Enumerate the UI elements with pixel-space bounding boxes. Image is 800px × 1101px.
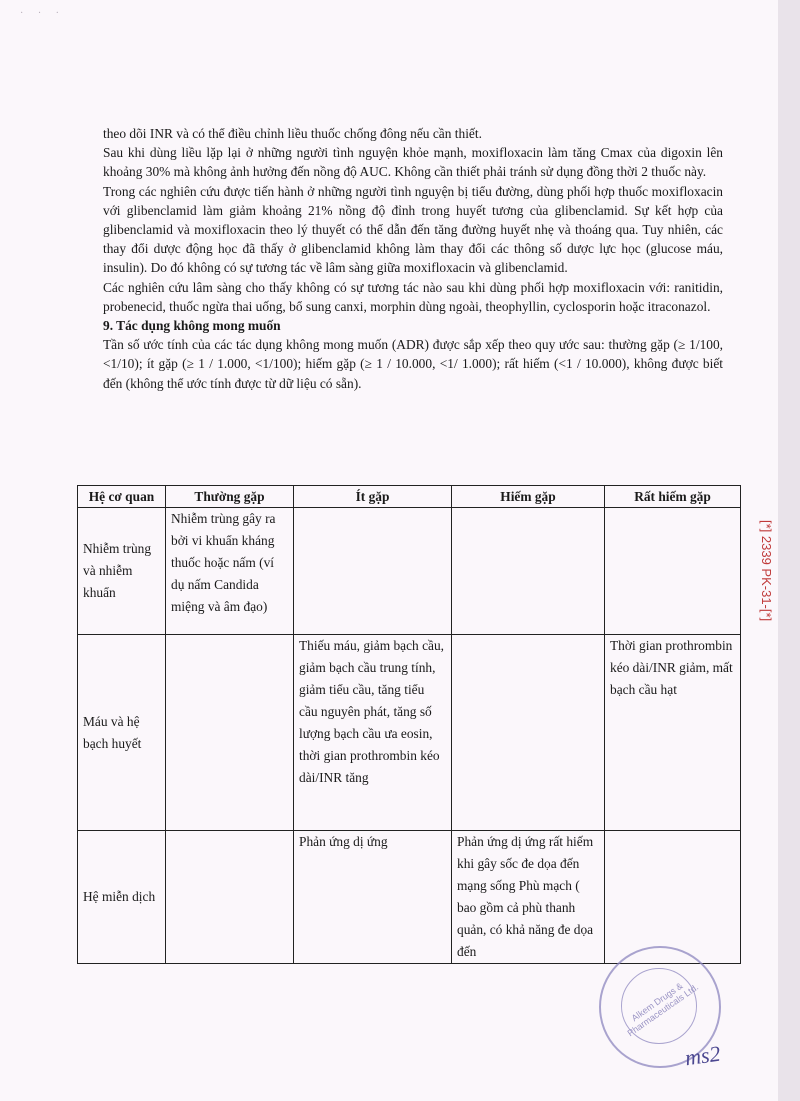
side-stamp-mark: [*] 2339 PK-31-[*] — [759, 520, 774, 622]
header-cell: Hệ cơ quan — [78, 486, 166, 508]
paragraph: Trong các nghiên cứu được tiến hành ở những người tình nguyện bị tiểu đường, dùng phối hợp thuốc moxifloxacin với glibenclamid làm giảm khoảng 21% nồng độ đỉnh trong huyết tương của glibenclamid. Sự kết hợp của glibenclamid và moxifloxacin theo lý thuyết có thể dẫn đến tăng đường huyết nhẹ và thoáng qua. Tuy nhiên, các thay đổi dược động học đã thấy ở glibenclamid không làm thay đổi các thông số dược lực học (glucose máu, insulin). Do đó không có sự tương tác về lâm sàng giữa moxifloxacin và glibenclamid. — [103, 183, 723, 276]
table-cell: Máu và hệ bạch huyết — [78, 635, 166, 831]
table-cell: Phản ứng dị ứng — [294, 831, 452, 964]
header-cell: Rất hiếm gặp — [605, 486, 741, 508]
paragraph: theo dõi INR và có thể điều chỉnh liều thuốc chống đông nếu cần thiết. — [103, 126, 482, 141]
table-header-row — [78, 486, 741, 508]
scan-edge — [778, 0, 800, 1101]
table-row — [78, 831, 741, 964]
table-row — [78, 508, 741, 635]
table-cell — [605, 508, 741, 635]
table-cell: Nhiễm trùng gây ra bởi vi khuẩn kháng thuốc hoặc nấm (ví dụ nấm Candida miệng và âm đạo) — [166, 508, 294, 635]
table-cell — [166, 635, 294, 831]
table-cell: Thiếu máu, giảm bạch cầu, giảm bạch cầu trung tính, giảm tiểu cầu, tăng tiểu cầu nguyên phát, tăng số lượng bạch cầu ưa eosin, thời gian prothrombin kéo dài/INR tăng — [294, 635, 452, 831]
scan-specks: · · · — [20, 8, 65, 19]
table-row — [78, 635, 741, 831]
paragraph: Các nghiên cứu lâm sàng cho thấy không có sự tương tác nào sau khi dùng phối hợp moxifloxacin với: ranitidin, probenecid, thuốc ngừa thai uống, bổ sung canxi, morphin dùng ngoài, theophyllin, cyclosporin hoặc itraconazol. — [103, 279, 723, 314]
signature: ms2 — [683, 1040, 722, 1071]
table-cell — [605, 831, 741, 964]
section-title: 9. Tác dụng không mong muốn — [103, 318, 281, 334]
adr-table — [77, 485, 741, 964]
header-cell: Ít gặp — [294, 486, 452, 508]
paragraph: Sau khi dùng liều lặp lại ở những người tình nguyện khỏe mạnh, moxifloxacin làm tăng Cmax của digoxin lên khoảng 30% mà không ảnh hưởng đến nồng độ AUC. Không cần thiết phải tránh sử dụng đồng thời 2 thuốc này. — [103, 145, 723, 180]
table-cell: Phản ứng dị ứng rất hiếm khi gây sốc đe dọa đến mạng sống Phù mạch ( bao gồm cả phù thanh quản, có khả năng đe dọa đến — [452, 831, 605, 964]
table-cell: Nhiễm trùng và nhiễm khuẩn — [78, 508, 166, 635]
table-cell — [294, 508, 452, 635]
body-text — [103, 124, 723, 393]
seal-text: Alkem Drugs & Pharmaceuticals Ltd. — [625, 980, 701, 1039]
header-cell: Hiếm gặp — [452, 486, 605, 508]
section-intro: Tần số ước tính của các tác dụng không mong muốn (ADR) được sắp xếp theo quy ước sau: thường gặp (≥ 1/100, <1/10); ít gặp (≥ 1 / 1.000, <1/100); hiếm gặp (≥ 1 / 10.000, <1/ 1.000); rất hiếm (<1 / 10.000), không được biết đến (không thể ước tính được từ dữ liệu có sẵn). — [103, 337, 723, 391]
table-cell — [452, 508, 605, 635]
table-cell — [452, 635, 605, 831]
table-cell — [166, 831, 294, 964]
header-cell: Thường gặp — [166, 486, 294, 508]
table-cell: Hệ miễn dịch — [78, 831, 166, 964]
table-cell: Thời gian prothrombin kéo dài/INR giảm, mất bạch cầu hạt — [605, 635, 741, 831]
